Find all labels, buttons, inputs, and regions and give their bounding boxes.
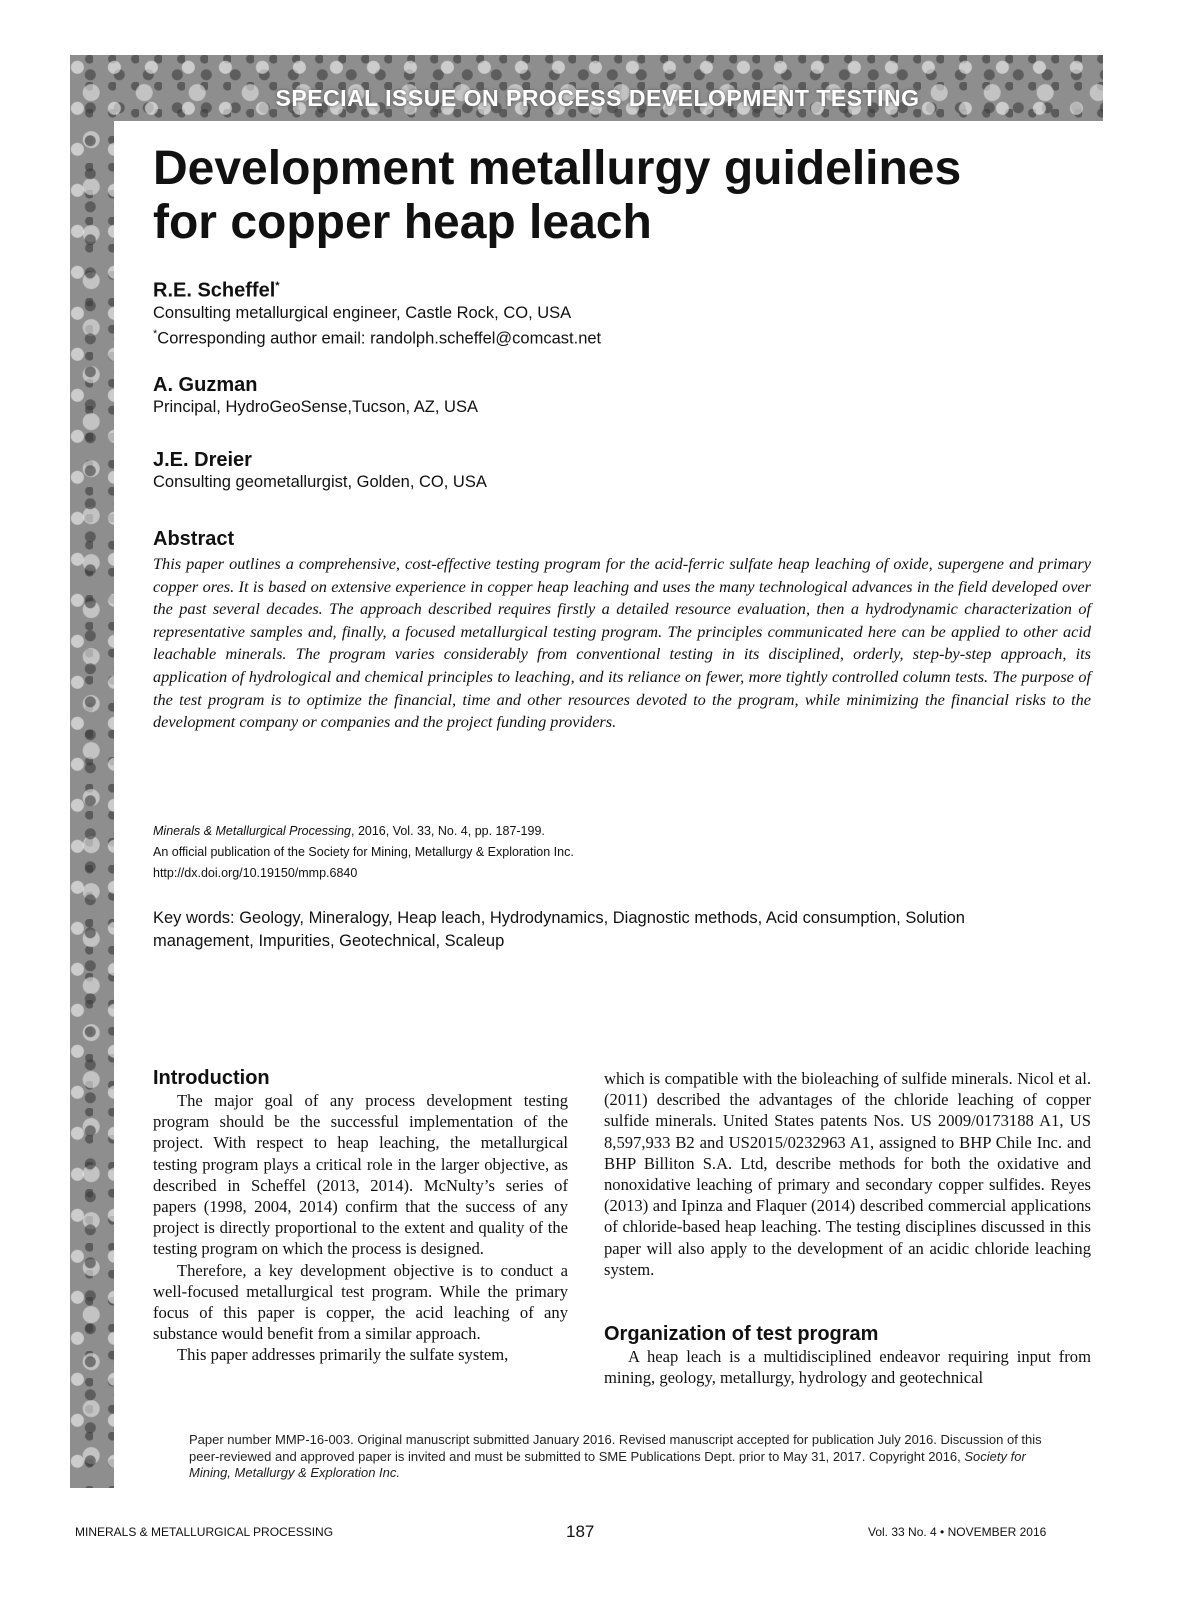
author-affiliation: Consulting geometallurgist, Golden, CO, USA <box>153 473 487 491</box>
paper-title <box>153 142 1093 250</box>
author-name: J.E. Dreier <box>153 449 252 471</box>
keywords: Key words: Geology, Mineralogy, Heap leach, Hydrodynamics, Diagnostic methods, Acid consumption, Solution management, Impurities, Geotechnical, Scaleup <box>153 909 965 950</box>
author-name: R.E. Scheffel <box>153 279 276 302</box>
decorative-stone-strip <box>70 55 114 1488</box>
intro-paragraph-1: The major goal of any process development testing program should be the successful implementation of the project. With respect to heap leaching, the metallurgical testing program plays a critical role in the larger objective, as described in Scheffel (2013, 2014). McNulty’s series of papers (1998, 2004, 2014) confirm that the success of any project is directly proportional to the extent and quality of the testing program on which the process is designed. <box>153 1091 568 1259</box>
author-block-3 <box>153 448 487 493</box>
footer-journal: MINERALS & METALLURGICAL PROCESSING <box>75 1525 334 1539</box>
footnote-text: Paper number MMP-16-003. Original manuscript submitted January 2016. Revised manuscript accepted for publication July 2016. Discussion of this peer-reviewed and approved paper is invited and must be submitted to SME Publications Dept. prior to May 31, 2017. Copyright 2016, <box>189 1432 1042 1464</box>
journal-name: Minerals & Metallurgical Processing <box>153 824 351 838</box>
special-issue-banner: SPECIAL ISSUE ON PROCESS DEVELOPMENT TESTING <box>275 85 920 111</box>
author-affiliation: Principal, HydroGeoSense,Tucson, AZ, USA <box>153 398 478 416</box>
intro-paragraph-3: This paper addresses primarily the sulfate system, <box>177 1345 509 1365</box>
title-line-1: Development metallurgy guidelines <box>153 142 962 195</box>
publisher-line: An official publication of the Society for Mining, Metallurgy & Exploration Inc. <box>153 845 574 859</box>
left-column <box>153 1066 568 1366</box>
email-mark: * <box>153 327 158 340</box>
citation-details: , 2016, Vol. 33, No. 4, pp. 187-199. <box>351 824 545 838</box>
abstract-heading: Abstract <box>153 528 235 550</box>
author-block-1 <box>153 274 601 349</box>
right-paragraph-2: A heap leach is a multidisciplined endeavor requiring input from mining, geology, metallurgy, hydrology and geotechnical <box>604 1347 1091 1388</box>
footer-issue: Vol. 33 No. 4 • NOVEMBER 2016 <box>868 1525 1047 1539</box>
introduction-heading: Introduction <box>153 1067 270 1089</box>
author-name: A. Guzman <box>153 374 258 396</box>
intro-paragraph-2: Therefore, a key development objective is to conduct a well-focused metallurgical test program. While the primary focus of this paper is copper, the acid leaching of any substance would benefit from a similar approach. <box>153 1260 568 1344</box>
title-line-2: for copper heap leach <box>153 196 652 249</box>
author-block-2 <box>153 373 478 418</box>
manuscript-footnote <box>189 1432 1069 1482</box>
right-column <box>604 1068 1091 1388</box>
footnote-society: Society for Mining, Metallurgy & Exploration Inc. <box>189 1448 1026 1480</box>
doi-link[interactable]: http://dx.doi.org/10.19150/mmp.6840 <box>153 866 358 880</box>
abstract-text: This paper outlines a comprehensive, cost-effective testing program for the acid-ferric sulfate heap leaching of oxide, supergene and primary copper ores. It is based on extensive experience in copper heap leaching and uses the many technological advances in the field developed over the past several decades. The approach described requires firstly a detailed resource evaluation, then a hydrodynamic characterization of representative samples and, finally, a focused metallurgical testing program. The principles communicated here can be applied to other acid leachable minerals. The program varies considerably from conventional testing in its disciplined, orderly, step-by-step approach, its application of hydrological and chemical principles to leaching, and its reliance on fewer, more tightly controlled column tests. The purpose of the test program is to optimize the financial, time and other resources devoted to the program, while minimizing the financial risks to the development company or companies and the project funding providers. <box>153 554 1091 732</box>
right-paragraph-1: which is compatible with the bioleaching of sulfide minerals. Nicol et al. (2011) described the advantages of the chloride leaching of copper sulfide minerals. United States patents Nos. US 2009/0173188 A1, US 8,597,933 B2 and US2015/0232963 A1, assigned to BHP Chile Inc. and BHP Billiton S.A. Ltd, describe methods for both the oxidative and nonoxidative leaching of primary and secondary copper sulfides. Reyes (2013) and Ipinza and Flaquer (2014) described commercial applications of chloride-based heap leaching. The testing disciplines discussed in this paper will also apply to the development of an acidic chloride leaching system. <box>604 1069 1091 1279</box>
page-number: 187 <box>566 1522 595 1541</box>
organization-heading: Organization of test program <box>604 1323 879 1346</box>
corresponding-mark: * <box>275 280 280 292</box>
author-affiliation: Consulting metallurgical engineer, Castle Rock, CO, USA <box>153 303 572 322</box>
citation-block <box>153 821 574 884</box>
author-email: Corresponding author email: randolph.scheffel@comcast.net <box>157 329 602 348</box>
